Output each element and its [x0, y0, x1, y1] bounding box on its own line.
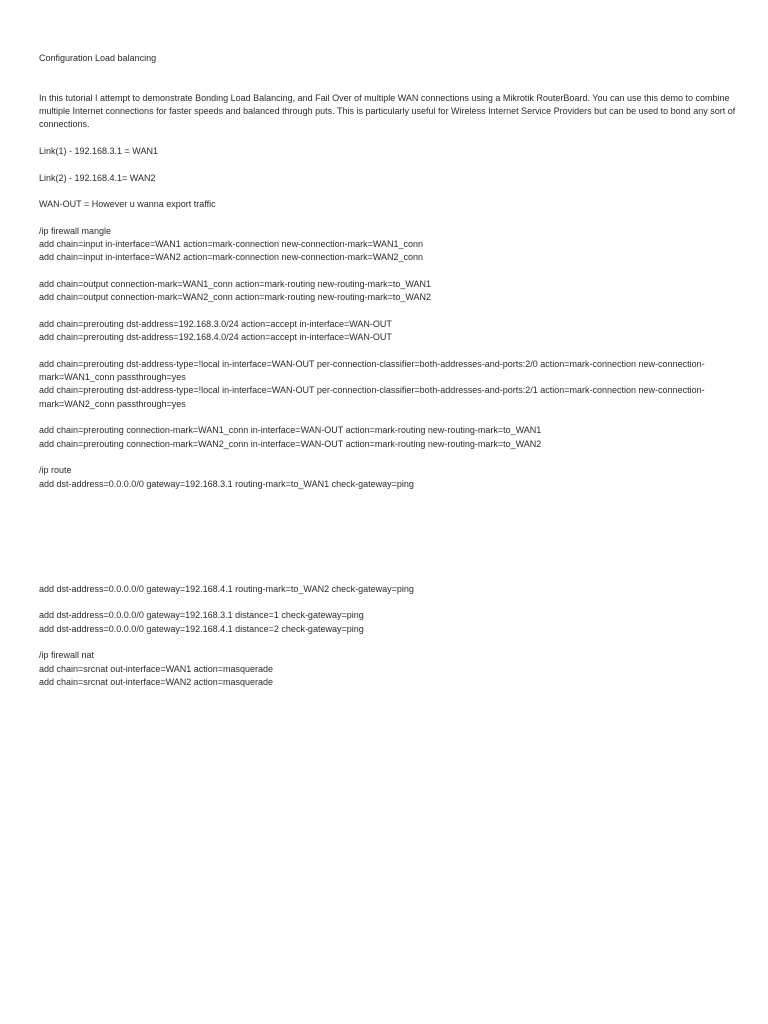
code-line: add chain=prerouting connection-mark=WAN1_conn in-interface=WAN-OUT action=mark-routing new-routing-mark=to_WAN1: [39, 425, 542, 436]
code-line: add chain=srcnat out-interface=WAN2 action=masquerade: [39, 676, 274, 687]
code-line: add dst-address=0.0.0.0/0 gateway=192.168.3.1 distance=1 check-gateway=ping: [39, 610, 364, 621]
spacer: [39, 185, 739, 198]
spacer: [39, 451, 739, 464]
spacer: [39, 265, 739, 278]
document-page: [39, 52, 739, 689]
code-line: add chain=input in-interface=WAN2 action=mark-connection new-connection-mark=WAN2_conn: [39, 252, 424, 263]
code-line: add chain=prerouting dst-address=192.168.3.0/24 action=accept in-interface=WAN-OUT: [39, 318, 392, 329]
spacer: [39, 132, 739, 145]
route-section-header: /ip route: [39, 465, 72, 476]
code-line: add chain=output connection-mark=WAN1_conn action=mark-routing new-routing-mark=to_WAN1: [39, 279, 432, 290]
code-line: add chain=input in-interface=WAN1 action=mark-connection new-connection-mark=WAN1_conn: [39, 239, 424, 250]
code-line: add chain=prerouting dst-address-type=!local in-interface=WAN-OUT per-connection-classifier=both-addresses-and-ports:2/0 action=mark-connection new-connection-: [39, 358, 705, 369]
code-line: add chain=prerouting connection-mark=WAN2_conn in-interface=WAN-OUT action=mark-routing new-routing-mark=to_WAN2: [39, 438, 542, 449]
code-line: add dst-address=0.0.0.0/0 gateway=192.168.4.1 routing-mark=to_WAN2 check-gateway=ping: [39, 583, 414, 594]
link2-definition: Link(2) - 192.168.4.1= WAN2: [39, 172, 156, 183]
code-line: add chain=prerouting dst-address=192.168.4.0/24 action=accept in-interface=WAN-OUT: [39, 332, 392, 343]
spacer: [39, 411, 739, 424]
document-title: Configuration Load balancing: [39, 53, 157, 63]
code-line: mark=WAN1_conn passthrough=yes: [39, 372, 186, 383]
mangle-section-header: /ip firewall mangle: [39, 225, 112, 236]
code-line: mark=WAN2_conn passthrough=yes: [39, 398, 186, 409]
wan-out-definition: WAN-OUT = However u wanna export traffic: [39, 199, 216, 210]
spacer: [39, 636, 739, 649]
code-line: add chain=prerouting dst-address-type=!local in-interface=WAN-OUT per-connection-classifier=both-addresses-and-ports:2/1 action=mark-connection new-connection-: [39, 385, 705, 396]
spacer: [39, 212, 739, 225]
spacer: [39, 491, 739, 583]
code-line: add dst-address=0.0.0.0/0 gateway=192.168.3.1 routing-mark=to_WAN1 check-gateway=ping: [39, 478, 414, 489]
spacer: [39, 158, 739, 171]
spacer: [39, 596, 739, 609]
spacer: [39, 305, 739, 318]
link1-definition: Link(1) - 192.168.3.1 = WAN1: [39, 146, 158, 157]
spacer: [39, 65, 739, 92]
intro-paragraph: In this tutorial I attempt to demonstrate Bonding Load Balancing, and Fail Over of multiple WAN connections using a Mikrotik RouterBoard. You can use this demo to combine multiple Internet connections for faster speeds and balanced through puts. This is particularly useful for Wireless Internet Service Providers but can be used to bond any sort of connections.: [39, 92, 736, 130]
code-line: add chain=output connection-mark=WAN2_conn action=mark-routing new-routing-mark=to_WAN2: [39, 292, 432, 303]
code-line: add chain=srcnat out-interface=WAN1 action=masquerade: [39, 663, 274, 674]
nat-section-header: /ip firewall nat: [39, 650, 95, 661]
spacer: [39, 345, 739, 358]
code-line: add dst-address=0.0.0.0/0 gateway=192.168.4.1 distance=2 check-gateway=ping: [39, 623, 364, 634]
